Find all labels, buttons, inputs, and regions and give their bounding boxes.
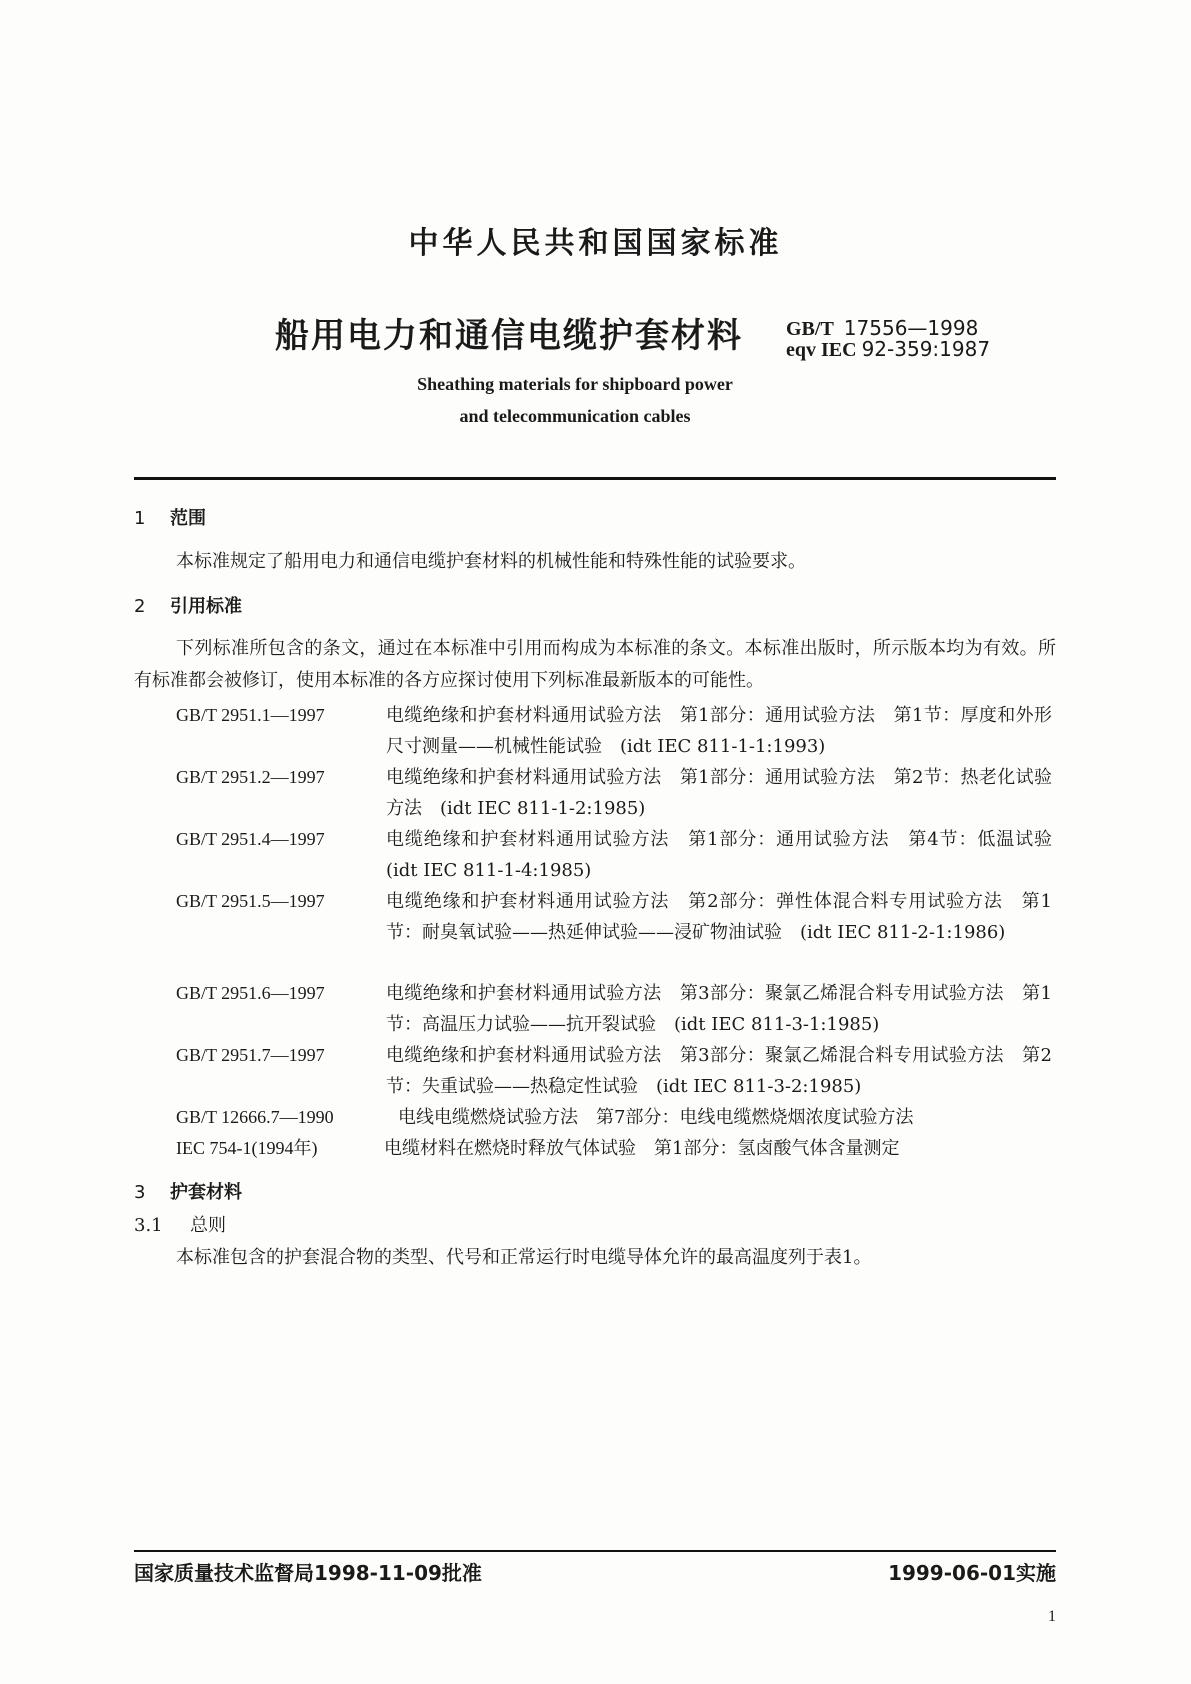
references-intro: 下列标准所包含的条文，通过在本标准中引用而构成为本标准的条文。本标准出版时，所示版本均为有效。所有标准都会被修订，使用本标准的各方应探讨使用下列标准最新版本的可能性。 xyxy=(134,638,1056,691)
eqv-prefix: eqv IEC xyxy=(786,339,857,361)
eqv-number: 92-359:1987 xyxy=(861,337,991,361)
document-title-cn: 船用电力和通信电缆护套材料 xyxy=(275,316,743,356)
document-title-en xyxy=(370,368,780,432)
reference-code: GB/T 2951.4—1997 xyxy=(176,829,325,849)
reference-description: 电缆绝缘和护套材料通用试验方法 第2部分：弹性体混合料专用试验方法 第1节：耐臭氧试验——热延伸试验——浸矿物油试验 (idt IEC 811-2-1:1986) xyxy=(386,891,1052,943)
section-2-heading xyxy=(134,592,242,618)
section-title: 范围 xyxy=(170,508,206,529)
national-standard-heading: 中华人民共和国国家标准 xyxy=(408,226,783,261)
reference-code: GB/T 2951.5—1997 xyxy=(176,891,325,911)
scope-paragraph: 本标准规定了船用电力和通信电缆护套材料的机械性能和特殊性能的试验要求。 xyxy=(176,551,806,572)
reference-description: 电线电缆燃烧试验方法 第7部分：电线电缆燃烧烟浓度试验方法 xyxy=(398,1107,914,1128)
general-paragraph: 本标准包含的护套混合物的类型、代号和正常运行时电缆导体允许的最高温度列于表1。 xyxy=(176,1247,872,1268)
page-number: 1 xyxy=(1048,1608,1056,1625)
section-title: 护套材料 xyxy=(170,1182,242,1203)
section-3-heading xyxy=(134,1178,242,1204)
implementation-date: 1999-06-01实施 xyxy=(888,1561,1056,1585)
title-en-line-1: Sheathing materials for shipboard power xyxy=(417,374,733,394)
section-number: 1 xyxy=(134,508,146,529)
subsection-number: 3.1 xyxy=(134,1215,163,1236)
section-number: 2 xyxy=(134,596,146,617)
reference-description: 电缆绝缘和护套材料通用试验方法 第3部分：聚氯乙烯混合料专用试验方法 第2节：失重试验——热稳定性试验 (idt IEC 811-3-2:1985) xyxy=(386,1045,1052,1097)
footer-divider xyxy=(134,1550,1056,1552)
standard-codes xyxy=(786,318,990,360)
reference-description: 电缆绝缘和护套材料通用试验方法 第1部分：通用试验方法 第2节：热老化试验方法 (idt IEC 811-1-2:1985) xyxy=(386,767,1052,819)
reference-code: IEC 754-1(1994年) xyxy=(176,1138,318,1158)
std-number: 17556—1998 xyxy=(843,316,979,340)
approval-line: 国家质量技术监督局1998-11-09批准 xyxy=(134,1561,482,1585)
reference-code: GB/T 2951.2—1997 xyxy=(176,767,325,787)
section-1-heading xyxy=(134,504,206,530)
title-en-line-2: and telecommunication cables xyxy=(459,406,691,426)
reference-code: GB/T 2951.6—1997 xyxy=(176,983,325,1003)
reference-description: 电缆绝缘和护套材料通用试验方法 第3部分：聚氯乙烯混合料专用试验方法 第1节：高温压力试验——抗开裂试验 (idt IEC 811-3-1:1985) xyxy=(386,983,1052,1035)
reference-code: GB/T 2951.7—1997 xyxy=(176,1045,325,1065)
reference-code: GB/T 2951.1—1997 xyxy=(176,705,325,725)
subsection-3-1-heading xyxy=(134,1210,226,1242)
reference-description: 电缆材料在燃烧时释放气体试验 第1部分：氢卤酸气体含量测定 xyxy=(384,1138,900,1159)
reference-description: 电缆绝缘和护套材料通用试验方法 第1部分：通用试验方法 第4节：低温试验 (idt IEC 811-1-4:1985) xyxy=(386,829,1070,881)
std-prefix: GB/T xyxy=(786,318,834,340)
header-divider xyxy=(134,477,1056,480)
subsection-title: 总则 xyxy=(190,1215,226,1236)
section-title: 引用标准 xyxy=(170,596,242,617)
reference-code: GB/T 12666.7—1990 xyxy=(176,1107,334,1127)
reference-description: 电缆绝缘和护套材料通用试验方法 第1部分：通用试验方法 第1节：厚度和外形尺寸测量——机械性能试验 (idt IEC 811-1-1:1993) xyxy=(386,705,1052,757)
section-number: 3 xyxy=(134,1182,146,1203)
